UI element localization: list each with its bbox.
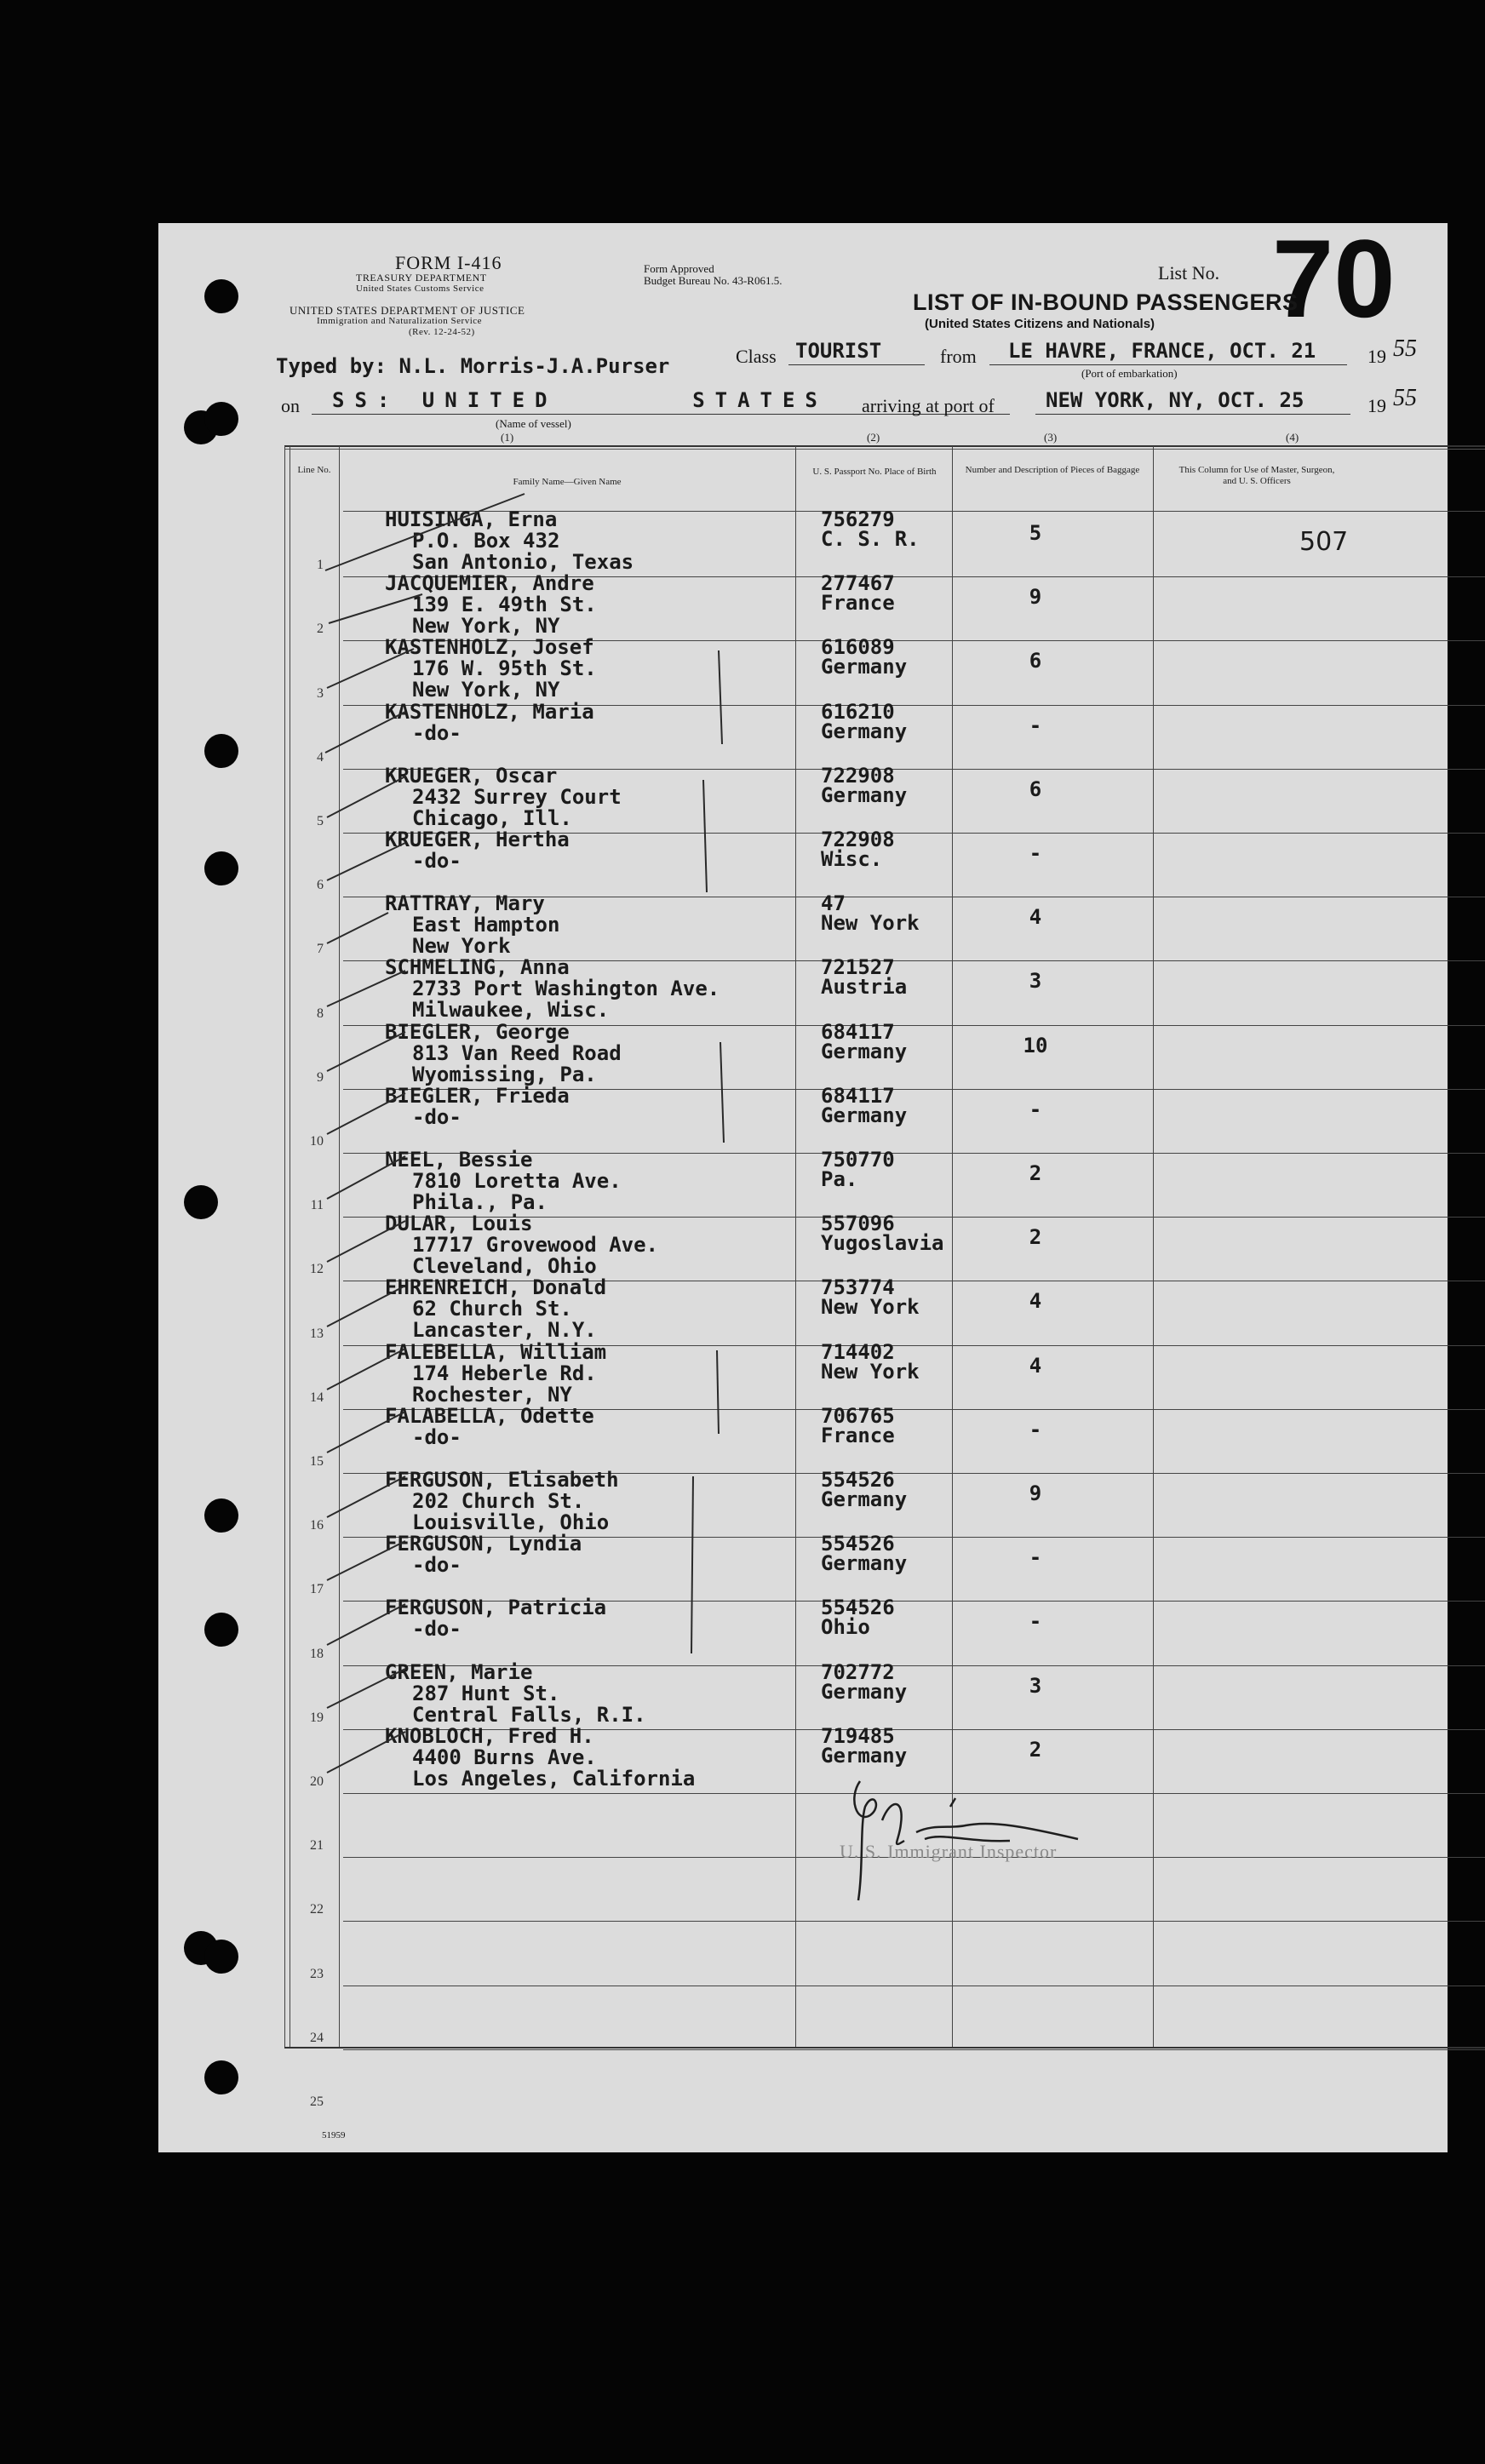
- place-of-birth: Austria: [821, 975, 908, 1000]
- baggage-count: 2: [1029, 1161, 1042, 1185]
- passport-number: 277467: [821, 571, 895, 596]
- passenger-address-1: -do-: [412, 720, 462, 745]
- passenger-address-1: 2733 Port Washington Ave.: [412, 977, 720, 1001]
- passenger-name: FERGUSON, Lyndia: [385, 1532, 582, 1556]
- line-number: 24: [310, 2030, 324, 2045]
- passport-number: 756279: [821, 507, 895, 531]
- passenger-address-1: 17717 Grovewood Ave.: [412, 1233, 658, 1258]
- place-of-birth: Germany: [821, 719, 908, 743]
- baggage-count: -: [1029, 1545, 1042, 1570]
- passenger-address-1: -do-: [412, 849, 462, 873]
- passport-number: 554526: [821, 1468, 895, 1492]
- baggage-count: 10: [1023, 1033, 1048, 1057]
- line-number: 5: [317, 814, 324, 828]
- passenger-address-2: Louisville, Ohio: [412, 1510, 610, 1534]
- passenger-address-2: New York, NY: [412, 614, 560, 639]
- passenger-address-2: New York: [412, 934, 511, 959]
- passenger-address-1: 176 W. 95th St.: [412, 656, 597, 681]
- place-of-birth: New York: [821, 1295, 920, 1320]
- arriving-label: arriving at port of: [862, 395, 995, 416]
- baggage-count: -: [1029, 1097, 1042, 1121]
- form-title: LIST OF IN-BOUND PASSENGERS: [913, 289, 1299, 315]
- passenger-name: KRUEGER, Hertha: [385, 828, 570, 851]
- class-label: Class: [736, 346, 777, 367]
- baggage-count: 3: [1029, 969, 1042, 994]
- passenger-address-2: Milwaukee, Wisc.: [412, 998, 610, 1023]
- line-number: 4: [317, 749, 324, 765]
- baggage-count: 6: [1029, 776, 1042, 801]
- form-revision: (Rev. 12-24-52): [409, 327, 475, 337]
- passport-number: 706765: [821, 1403, 895, 1428]
- passenger-address-2: Los Angeles, California: [412, 1766, 696, 1791]
- form-approved: Form Approved: [644, 262, 714, 275]
- line-number: 3: [317, 685, 324, 701]
- dept-treasury: TREASURY DEPARTMENT: [356, 272, 487, 284]
- baggage-count: 3: [1029, 1673, 1042, 1698]
- passenger-address-2: Chicago, Ill.: [412, 805, 572, 830]
- baggage-count: 9: [1029, 585, 1042, 610]
- baggage-count: 2: [1029, 1737, 1042, 1762]
- passenger-name: GREEN, Marie: [385, 1659, 533, 1684]
- header-officers: This Column for Use of Master, Surgeon, and U. S. Officers: [1178, 465, 1335, 486]
- line-number: 9: [317, 1069, 324, 1085]
- line-number: 8: [317, 1006, 324, 1021]
- handwritten-marks: [158, 216, 1448, 2152]
- passenger-address-1: 7810 Loretta Ave.: [412, 1169, 622, 1193]
- baggage-count: 9: [1029, 1481, 1042, 1505]
- list-no-label: List No.: [1158, 262, 1220, 284]
- line-number: 20: [310, 1774, 324, 1789]
- passenger-address-2: San Antonio, Texas: [412, 550, 634, 574]
- line-number: 18: [310, 1646, 324, 1661]
- passenger-name: DULAR, Louis: [385, 1212, 533, 1236]
- line-number: 2: [317, 622, 324, 637]
- passenger-name: BIEGLER, George: [385, 1019, 570, 1044]
- baggage-count: 4: [1029, 1289, 1042, 1314]
- passport-number: 554526: [821, 1596, 895, 1620]
- place-of-birth: Germany: [821, 1103, 908, 1127]
- passenger-address-2: Wyomissing, Pa.: [412, 1062, 597, 1086]
- place-of-birth: New York: [821, 1359, 920, 1384]
- class-value: TOURIST: [795, 339, 882, 363]
- inspector-label: U. S. Immigrant Inspector: [840, 1841, 1058, 1862]
- vessel-name: SS: UNITED STATES: [332, 388, 828, 412]
- line-number: 16: [310, 1518, 324, 1533]
- passenger-name: JACQUEMIER, Andre: [385, 571, 594, 596]
- passport-number: 684117: [821, 1083, 895, 1108]
- passport-number: 684117: [821, 1019, 895, 1044]
- col2-number: (2): [867, 431, 880, 444]
- line-number: 7: [317, 942, 324, 957]
- passport-number: 616210: [821, 699, 895, 724]
- passenger-name: NEEL, Bessie: [385, 1148, 533, 1172]
- baggage-count: 2: [1029, 1225, 1042, 1250]
- place-of-birth: Yugoslavia: [821, 1231, 944, 1256]
- place-of-birth: Germany: [821, 1551, 908, 1576]
- line-number: 17: [310, 1582, 324, 1597]
- passenger-address-2: Cleveland, Ohio: [412, 1254, 597, 1279]
- from-year: 55: [1393, 335, 1417, 362]
- header-name: Family Name—Given Name: [513, 477, 622, 487]
- passenger-address-1: 174 Heberle Rd.: [412, 1361, 597, 1385]
- header-baggage: Number and Description of Pieces of Baggage: [965, 465, 1140, 475]
- footer-code: 51959: [322, 2130, 346, 2140]
- dept-justice: UNITED STATES DEPARTMENT OF JUSTICE: [290, 304, 525, 317]
- passenger-address-2: Rochester, NY: [412, 1382, 572, 1407]
- passport-number: 750770: [821, 1148, 895, 1172]
- passenger-address-1: 4400 Burns Ave.: [412, 1745, 597, 1769]
- passenger-address-1: 2432 Surrey Court: [412, 784, 622, 809]
- inspector-signature: [823, 1773, 1112, 1909]
- col3-number: (3): [1044, 431, 1058, 444]
- passport-number: 722908: [821, 828, 895, 851]
- baggage-count: -: [1029, 841, 1042, 865]
- baggage-count: 4: [1029, 905, 1042, 930]
- arr-year: 55: [1393, 385, 1417, 411]
- passport-number: 721527: [821, 955, 895, 980]
- line-number: 11: [310, 1198, 324, 1213]
- line-number: 10: [310, 1134, 324, 1149]
- passenger-address-2: Phila., Pa.: [412, 1190, 548, 1214]
- line-number: 21: [310, 1838, 324, 1854]
- passenger-name: KRUEGER, Oscar: [385, 763, 558, 788]
- passenger-address-1: P.O. Box 432: [412, 529, 560, 553]
- line-number: 25: [310, 2094, 324, 2109]
- vessel-label: (Name of vessel): [496, 417, 571, 430]
- passenger-name: BIEGLER, Frieda: [385, 1083, 570, 1108]
- passenger-name: FERGUSON, Patricia: [385, 1596, 607, 1620]
- from-year-prefix: 19: [1367, 346, 1386, 367]
- passenger-name: KASTENHOLZ, Josef: [385, 635, 594, 660]
- passenger-address-1: 202 Church St.: [412, 1489, 585, 1513]
- col1-number: (1): [501, 431, 514, 444]
- line-number: 1: [317, 558, 324, 573]
- dept-justice-sub: Immigration and Naturalization Service: [317, 316, 483, 326]
- passenger-name: EHRENREICH, Donald: [385, 1275, 607, 1300]
- passenger-name: SCHMELING, Anna: [385, 955, 570, 980]
- passenger-name: RATTRAY, Mary: [385, 891, 545, 916]
- line-number: 14: [310, 1390, 324, 1405]
- passenger-address-1: -do-: [412, 1104, 462, 1129]
- place-of-birth: France: [821, 1423, 895, 1447]
- line-number: 19: [310, 1710, 324, 1725]
- passport-number: 557096: [821, 1212, 895, 1236]
- passenger-name: FALABELLA, Odette: [385, 1403, 594, 1428]
- baggage-count: 5: [1029, 521, 1042, 545]
- passenger-address-1: 62 Church St.: [412, 1297, 572, 1321]
- baggage-count: 4: [1029, 1353, 1042, 1378]
- passenger-address-2: Lancaster, N.Y.: [412, 1318, 597, 1343]
- typed-by: Typed by: N.L. Morris-J.A.Purser: [276, 354, 670, 378]
- passport-number: 753774: [821, 1275, 895, 1300]
- passport-number: 616089: [821, 635, 895, 660]
- passport-number: 714402: [821, 1339, 895, 1364]
- passenger-name: KNOBLOCH, Fred H.: [385, 1723, 594, 1748]
- passport-number: 702772: [821, 1659, 895, 1684]
- baggage-count: 6: [1029, 649, 1042, 673]
- place-of-birth: C. S. R.: [821, 527, 920, 551]
- form-subtitle: (United States Citizens and Nationals): [925, 317, 1155, 331]
- passenger-name: KASTENHOLZ, Maria: [385, 699, 594, 724]
- passport-number: 47: [821, 891, 846, 916]
- passenger-address-1: 287 Hunt St.: [412, 1681, 560, 1705]
- port-embarkation-label: (Port of embarkation): [1081, 367, 1178, 380]
- arr-year-prefix: 19: [1367, 395, 1386, 416]
- baggage-count: -: [1029, 1417, 1042, 1441]
- place-of-birth: New York: [821, 911, 920, 936]
- place-of-birth: Germany: [821, 782, 908, 807]
- place-of-birth: Germany: [821, 1039, 908, 1063]
- place-of-birth: France: [821, 591, 895, 616]
- place-of-birth: Germany: [821, 1487, 908, 1511]
- from-value: LE HAVRE, FRANCE, OCT. 21: [1008, 339, 1316, 363]
- place-of-birth: Pa.: [821, 1167, 858, 1191]
- passenger-name: HUISINGA, Erna: [385, 507, 558, 531]
- place-of-birth: Ohio: [821, 1615, 870, 1640]
- line-number: 6: [317, 878, 324, 893]
- passenger-address-1: -do-: [412, 1553, 462, 1578]
- passenger-address-1: 139 E. 49th St.: [412, 593, 597, 617]
- place-of-birth: Germany: [821, 1743, 908, 1768]
- line-number: 13: [310, 1326, 324, 1341]
- passport-number: 554526: [821, 1532, 895, 1556]
- officer-note: 507: [1299, 527, 1349, 557]
- passenger-address-1: -do-: [412, 1617, 462, 1642]
- line-number: 15: [310, 1454, 324, 1469]
- place-of-birth: Wisc.: [821, 847, 883, 871]
- header-line-no: Line No.: [297, 465, 331, 475]
- dept-treasury-sub: United States Customs Service: [356, 284, 484, 294]
- place-of-birth: Germany: [821, 655, 908, 679]
- budget-bureau: Budget Bureau No. 43-R061.5.: [644, 274, 783, 287]
- baggage-count: -: [1029, 1609, 1042, 1634]
- baggage-count: -: [1029, 713, 1042, 737]
- passenger-address-1: 813 Van Reed Road: [412, 1040, 622, 1065]
- passenger-name: FERGUSON, Elisabeth: [385, 1468, 619, 1492]
- passenger-address-2: Central Falls, R.I.: [412, 1702, 646, 1727]
- manifest-page: [158, 216, 1448, 2152]
- on-label: on: [281, 395, 300, 416]
- line-number: 22: [310, 1902, 324, 1917]
- line-number: 12: [310, 1262, 324, 1277]
- passenger-address-1: -do-: [412, 1424, 462, 1449]
- passenger-address-1: East Hampton: [412, 913, 560, 937]
- from-label: from: [940, 346, 977, 367]
- place-of-birth: Germany: [821, 1679, 908, 1704]
- passenger-address-2: New York, NY: [412, 678, 560, 702]
- passport-number: 719485: [821, 1723, 895, 1748]
- header-passport: U. S. Passport No. Place of Birth: [812, 467, 937, 477]
- form-number: FORM I-416: [395, 252, 502, 273]
- passport-number: 722908: [821, 763, 895, 788]
- line-number: 23: [310, 1966, 324, 1981]
- list-number: 70: [1272, 216, 1396, 341]
- arriving-value: NEW YORK, NY, OCT. 25: [1046, 388, 1304, 412]
- col4-number: (4): [1286, 431, 1299, 444]
- passenger-name: FALEBELLA, William: [385, 1339, 607, 1364]
